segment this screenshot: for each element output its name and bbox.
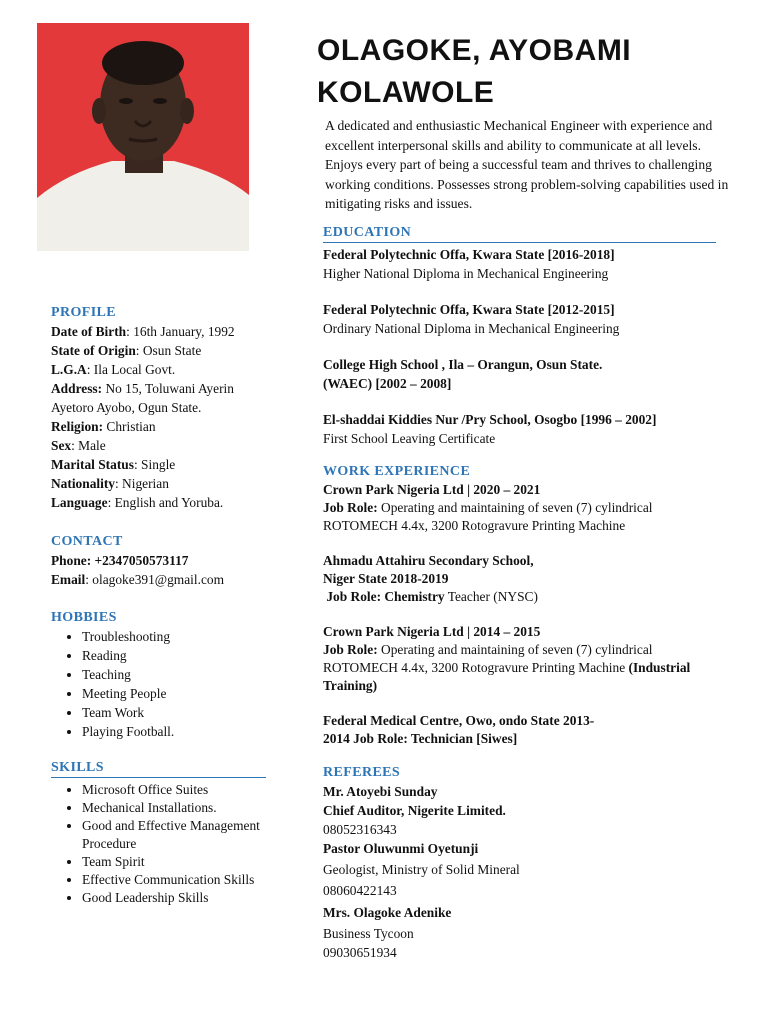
profile-value: : English and Yoruba.	[107, 495, 224, 510]
referee-position: Business Tycoon	[323, 926, 414, 941]
hobby-item: • Playing Football.	[82, 722, 266, 741]
hobby-item: • Meeting People	[82, 684, 266, 703]
work-role	[323, 588, 723, 606]
education-entry	[323, 245, 723, 283]
job-role-label: Job Role:	[323, 642, 378, 657]
job-role-text: Operating and maintaining of seven (7) cylindrical ROTOMECH 4.4x, 3200 Rotogravure Printing Machine	[323, 642, 653, 675]
work-title: Crown Park Nigeria Ltd | 2014 – 2015	[323, 624, 541, 639]
work-title: Crown Park Nigeria Ltd | 2020 – 2021	[323, 482, 541, 497]
profile-label: Language	[51, 495, 108, 510]
education-school: El-shaddai Kiddies Nur /Pry School, Osogbo [1996 – 2002]	[323, 412, 657, 427]
candidate-name	[317, 30, 737, 114]
profile-item	[51, 417, 266, 436]
email-label: Email	[51, 572, 86, 587]
job-role-label: Job Role: Chemistry	[326, 589, 445, 604]
referee-phone: 08052316343	[323, 822, 397, 837]
right-column	[323, 223, 723, 962]
profile-label: Nationality	[51, 476, 115, 491]
work-role	[323, 641, 723, 695]
profile-label: Date of Birth	[51, 324, 127, 339]
profile-item	[51, 341, 266, 360]
profile-value: : Single	[133, 457, 176, 472]
profile-item	[51, 436, 266, 455]
hobby-item: • Team Work	[82, 703, 266, 722]
profile-photo	[37, 23, 249, 251]
referee-phone: 08060422143	[323, 883, 397, 898]
profile-item	[51, 455, 266, 474]
skills-heading: SKILLS	[51, 758, 266, 778]
skill-item: • Good and Effective Management Procedure	[82, 817, 266, 853]
job-role-text: Operating and maintaining of seven (7) cylindrical ROTOMECH 4.4x, 3200 Rotogravure Printing Machine	[323, 500, 653, 533]
name-line-2: KOLAWOLE	[317, 76, 495, 109]
referee-phone: 09030651934	[323, 945, 397, 960]
hobby-item: • Reading	[82, 646, 266, 665]
education-detail: Higher National Diploma in Mechanical Engineering	[323, 266, 609, 281]
profile-item	[51, 360, 266, 379]
left-column	[51, 303, 266, 907]
education-detail: Ordinary National Diploma in Mechanical Engineering	[323, 321, 620, 336]
education-heading: EDUCATION	[323, 223, 716, 243]
referee-position: Geologist, Ministry of Solid Mineral	[323, 862, 520, 877]
work-title: Ahmadu Attahiru Secondary School,	[323, 553, 534, 568]
profile-item	[51, 322, 266, 341]
education-entry	[323, 300, 723, 338]
job-role-label: Job Role:	[323, 500, 378, 515]
education-detail: First School Leaving Certificate	[323, 431, 496, 446]
profile-value: No 15, Toluwani Ayerin Ayetoro Ayobo, Ogun State.	[51, 381, 234, 415]
profile-label: Sex	[51, 438, 72, 453]
profile-value: Christian	[103, 419, 156, 434]
phone-label: Phone	[51, 553, 87, 568]
hobbies-list	[51, 627, 266, 741]
education-school: College High School , Ila – Orangun, Osun State.	[323, 357, 603, 372]
referee-name: Mr. Atoyebi Sunday	[323, 784, 438, 799]
name-line-1: OLAGOKE, AYOBAMI	[317, 34, 632, 67]
contact-heading: CONTACT	[51, 534, 123, 549]
education-school: Federal Polytechnic Offa, Kwara State [2012-2015]	[323, 302, 615, 317]
hobby-item: • Teaching	[82, 665, 266, 684]
work-title-extra: 2014 Job Role: Technician [Siwes]	[323, 731, 518, 746]
hobby-item: • Troubleshooting	[82, 627, 266, 646]
work-entry	[323, 712, 723, 748]
profile-label: State of Origin	[51, 343, 136, 358]
skill-item: • Mechanical Installations.	[82, 799, 266, 817]
referee-name: Pastor Oluwunmi Oyetunji	[323, 841, 479, 856]
profile-item	[51, 474, 266, 493]
portrait-image	[37, 23, 249, 251]
education-school: Federal Polytechnic Offa, Kwara State [2016-2018]	[323, 247, 615, 262]
work-heading: WORK EXPERIENCE	[323, 464, 471, 479]
email-value: : olagoke391@gmail.com	[85, 572, 225, 587]
profile-value: : Ila Local Govt.	[86, 362, 176, 377]
referee-name: Mrs. Olagoke Adenike	[323, 905, 452, 920]
skill-item: • Good Leadership Skills	[82, 889, 266, 907]
profile-label: L.G.A	[51, 362, 87, 377]
work-entry	[323, 623, 723, 695]
work-entry	[323, 552, 723, 606]
profile-label: Marital Status	[51, 457, 134, 472]
profile-value: : Osun State	[135, 343, 202, 358]
phone-value: : +2347050573117	[86, 553, 189, 568]
profile-value: : Nigerian	[114, 476, 169, 491]
skills-list	[51, 781, 266, 907]
referees-section	[323, 782, 723, 962]
contact-phone	[51, 551, 266, 570]
education-section	[323, 245, 723, 448]
profile-value: : 16th January, 1992	[126, 324, 235, 339]
profile-item	[51, 493, 266, 512]
profile-label: Religion:	[51, 419, 104, 434]
profile-item	[51, 379, 266, 417]
work-entry	[323, 481, 723, 535]
work-title-extra: Niger State 2018-2019	[323, 571, 449, 586]
skill-item: • Microsoft Office Suites	[82, 781, 266, 799]
profile-label: Address:	[51, 381, 103, 396]
profile-value: : Male	[71, 438, 106, 453]
referees-heading: REFEREES	[323, 765, 401, 780]
job-role-suffix: (Industrial Training)	[323, 660, 691, 693]
skill-item: • Team Spirit	[82, 853, 266, 871]
profile-section	[51, 322, 266, 512]
education-entry	[323, 410, 723, 448]
work-role	[323, 499, 723, 535]
referee-position: Chief Auditor, Nigerite Limited.	[323, 803, 506, 818]
skill-item: • Effective Communication Skills	[82, 871, 266, 889]
contact-email	[51, 570, 266, 589]
education-school-extra: (WAEC) [2002 – 2008]	[323, 376, 452, 391]
education-entry	[323, 355, 723, 393]
career-summary: A dedicated and enthusiastic Mechanical Engineer with experience and excellent interpersonal skills and ability to communicate at all levels. Enjoys every part of being a successful team and thrives to challenging working conditions. Possesses strong problem-solving capabilities used in mitigating risks and issues.	[325, 118, 729, 211]
work-title: Federal Medical Centre, Owo, ondo State 2013-	[323, 713, 595, 728]
profile-heading: PROFILE	[51, 305, 117, 320]
work-section	[323, 481, 723, 748]
job-role-text: Teacher (NYSC)	[444, 589, 538, 604]
hobbies-heading: HOBBIES	[51, 610, 117, 625]
